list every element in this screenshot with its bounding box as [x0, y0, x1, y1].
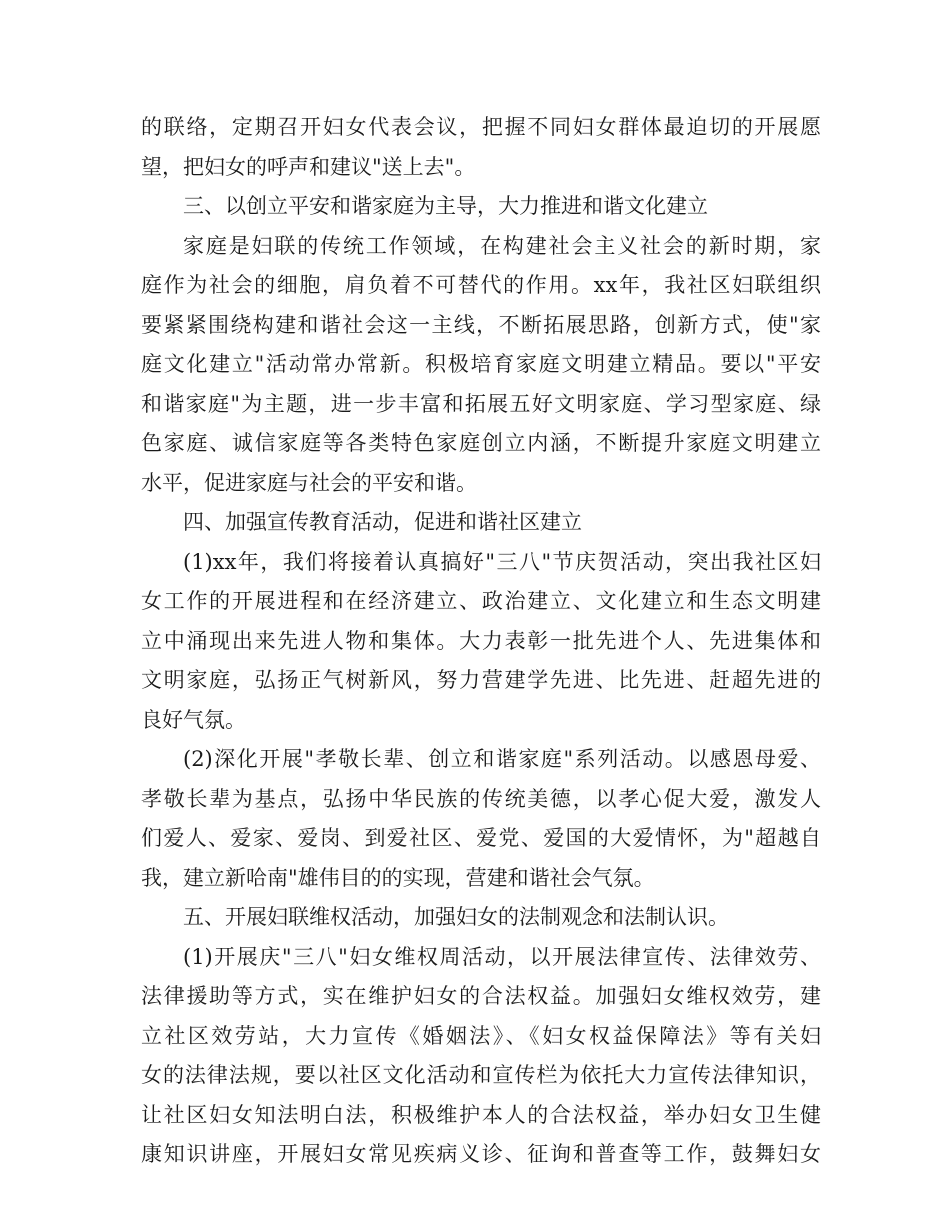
text-line: 孝敬长辈为基点，弘扬中华民族的传统美德，以孝心促大爱，激发人	[141, 786, 821, 811]
text-line: 要紧紧围绕构建和谐社会这一主线，不断拓展思路，创新方式，使"家	[141, 312, 821, 337]
text-line: (1)开展庆"三八"妇女维权周活动，以开展法律宣传、法律效劳、	[183, 944, 821, 969]
text-line: 庭作为社会的细胞，肩负着不可替代的作用。xx年，我社区妇联组织	[141, 273, 821, 297]
text-line: 立中涌现出来先进人物和集体。大力表彰一批先进个人、先进集体和	[141, 628, 821, 653]
document-body	[141, 108, 821, 1175]
text-line: 色家庭、诚信家庭等各类特色家庭创立内涵，不断提升家庭文明建立	[141, 431, 821, 455]
text-line: (1)xx年，我们将接着认真搞好"三八"节庆贺活动，突出我社区妇	[183, 549, 821, 574]
text-line: 良好气氛。	[141, 707, 246, 732]
text-line: 女的法律法规，要以社区文化活动和宣传栏为依托大力宣传法律知识，	[141, 1063, 821, 1087]
text-line: 五、开展妇联维权活动，加强妇女的法制观念和法制认识。	[183, 905, 729, 929]
text-line: (2)深化开展"孝敬长辈、创立和谐家庭"系列活动。以感恩母爱、	[183, 747, 821, 771]
text-line: 文明家庭，弘扬正气树新风，努力营建学先进、比先进、赶超先进的	[141, 668, 821, 692]
text-line: 我，建立新哈南"雄伟目的的实现，营建和谐社会气氛。	[141, 865, 655, 890]
text-line: 让社区妇女知法明白法，积极维护本人的合法权益，举办妇女卫生健	[141, 1102, 821, 1127]
text-line: 庭文化建立"活动常办常新。积极培育家庭文明建立精品。要以"平安	[141, 352, 821, 376]
text-line: 三、以创立平安和谐家庭为主导，大力推进和谐文化建立	[183, 194, 708, 218]
text-line: 四、加强宣传教育活动，促进和谐社区建立	[183, 510, 582, 534]
text-line: 的联络，定期召开妇女代表会议，把握不同妇女群体最迫切的开展愿	[141, 115, 821, 139]
text-line: 水平，促进家庭与社会的平安和谐。	[141, 470, 477, 495]
text-line: 女工作的开展进程和在经济建立、政治建立、文化建立和生态文明建	[141, 589, 821, 613]
text-line: 立社区效劳站，大力宣传《婚姻法》、《妇女权益保障法》等有关妇	[141, 1023, 821, 1048]
text-line: 和谐家庭"为主题，进一步丰富和拓展五好文明家庭、学习型家庭、绿	[141, 391, 821, 416]
text-line: 康知识讲座，开展妇女常见疾病义诊、征询和普查等工作，鼓舞妇女	[141, 1142, 821, 1166]
text-line: 法律援助等方式，实在维护妇女的合法权益。加强妇女维权效劳，建	[141, 984, 821, 1008]
text-line: 们爱人、爱家、爱岗、到爱社区、爱党、爱国的大爱情怀，为"超越自	[141, 826, 821, 850]
text-line: 家庭是妇联的传统工作领域，在构建社会主义社会的新时期，家	[183, 233, 821, 258]
text-line: 望，把妇女的呼声和建议"送上去"。	[141, 154, 476, 179]
